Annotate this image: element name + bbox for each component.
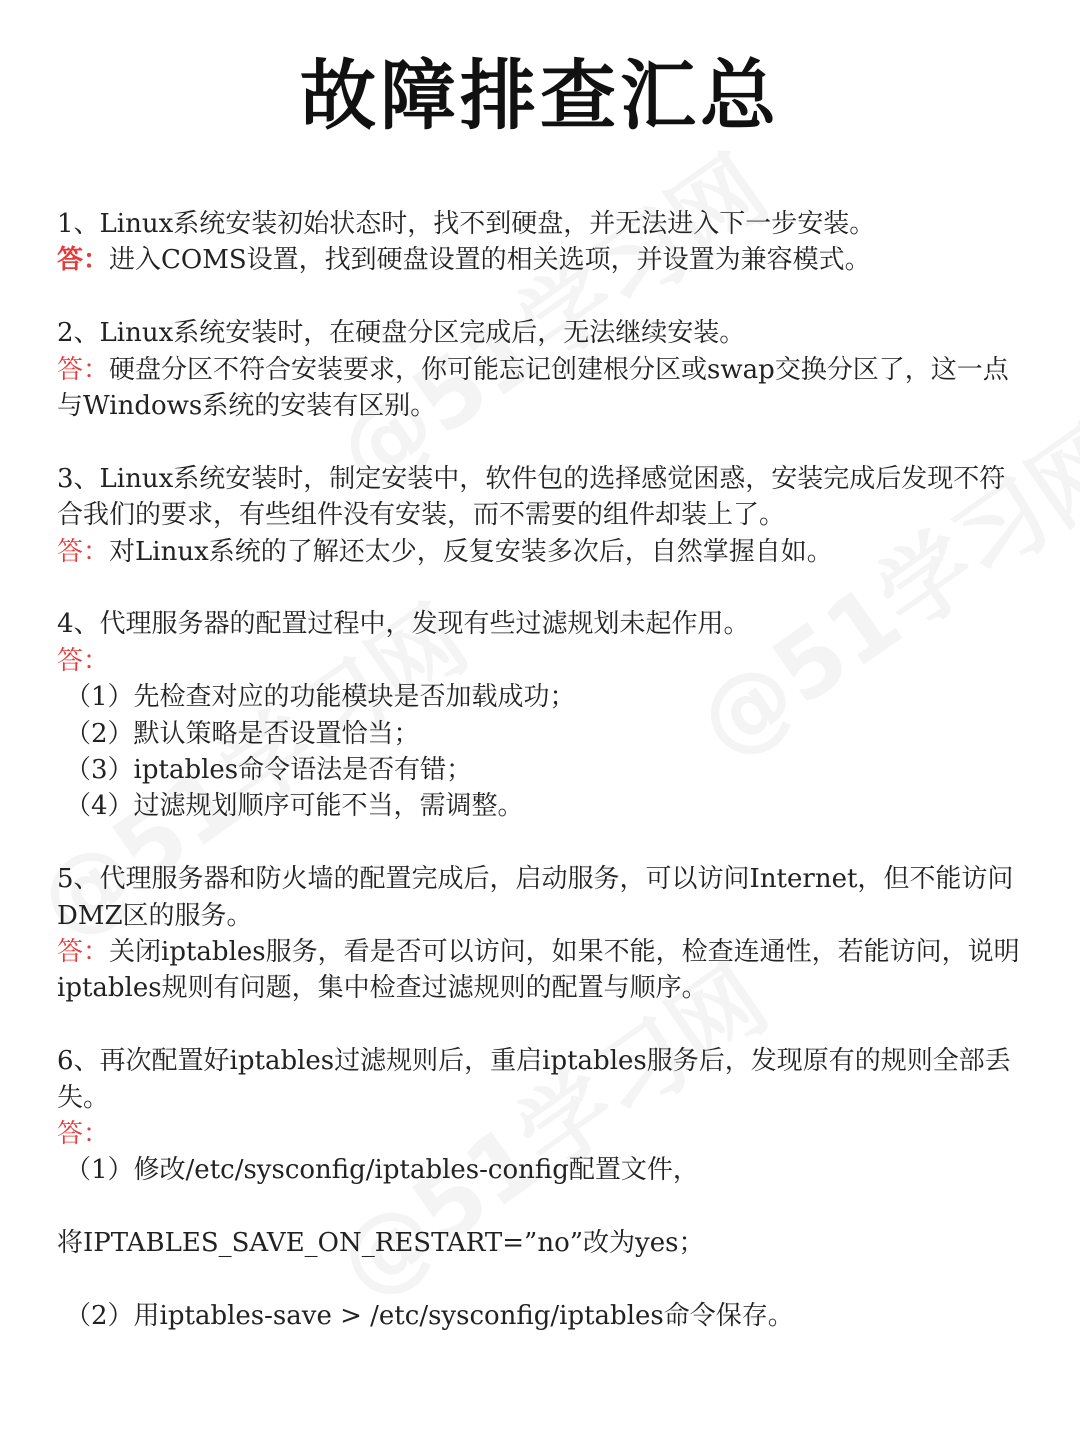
answer-2 — [57, 352, 1027, 425]
faq-item-3 — [57, 461, 1027, 570]
spacer — [57, 1262, 1027, 1298]
answer-6-step-2: （2）用iptables-save > /etc/sysconfig/iptables命令保存。 — [65, 1301, 794, 1332]
answer-4-step-3: （3）iptables命令语法是否有错； — [65, 755, 473, 786]
page-title: 故障排查汇总 — [300, 51, 780, 140]
answer-text: 关闭iptables服务，看是否可以访问，如果不能，检查连通性，若能访问，说明iptables规则有问题，集中检查过滤规则的配置与顺序。 — [57, 937, 1020, 1004]
answer-4-step-2: （2）默认策略是否设置恰当； — [65, 718, 420, 749]
answer-4-step-1: （1）先检查对应的功能模块是否加载成功； — [65, 682, 576, 713]
question-1: 1、Linux系统安装初始状态时，找不到硬盘，并无法进入下一步安装。 — [57, 209, 876, 239]
answer-text: 硬盘分区不符合安装要求，你可能忘记创建根分区或swap交换分区了，这一点与Windows系统的安装有区别。 — [57, 354, 1009, 422]
answer-label: 答： — [57, 354, 110, 385]
answer-text: 进入COMS设置，找到硬盘设置的相关选项，并设置为兼容模式。 — [109, 245, 871, 276]
answer-label: 答： — [57, 1119, 110, 1150]
answer-label: 答： — [57, 937, 110, 968]
faq-item-6 — [57, 1043, 1027, 1334]
answer-6-step-1-cont: 将IPTABLES_SAVE_ON_RESTART=”no”改为yes； — [57, 1228, 705, 1259]
answer-5 — [57, 934, 1027, 1007]
question-2: 2、Linux系统安装时，在硬盘分区完成后，无法继续安装。 — [57, 318, 746, 349]
answer-3 — [57, 534, 1027, 570]
spacer — [57, 1189, 1027, 1225]
question-3: 3、Linux系统安装时，制定安装中，软件包的选择感觉困惑，安装完成后发现不符合我们的要求，有些组件没有安装，而不需要的组件却装上了。 — [57, 463, 1006, 531]
question-5: 5、代理服务器和防火墙的配置完成后，启动服务，可以访问Internet，但不能访问DMZ区的服务。 — [57, 864, 1014, 931]
answer-label: 答： — [57, 645, 110, 676]
faq-list — [57, 206, 1027, 1371]
question-4: 4、代理服务器的配置过程中，发现有些过滤规划未起作用。 — [57, 609, 750, 640]
faq-item-2 — [57, 315, 1027, 424]
question-6: 6、再次配置好iptables过滤规则后，重启iptables服务后，发现原有的规则全部丢失。 — [57, 1046, 1011, 1113]
answer-label: 答： — [57, 245, 110, 276]
answer-text: 对Linux系统的了解还太少，反复安装多次后，自然掌握自如。 — [109, 536, 833, 567]
answer-1 — [57, 242, 1027, 278]
faq-item-5 — [57, 861, 1027, 1007]
answer-6-step-1: （1）修改/etc/sysconfig/iptables-config配置文件， — [65, 1155, 699, 1186]
faq-item-4 — [57, 606, 1027, 824]
answer-label: 答： — [57, 536, 110, 567]
faq-item-1 — [57, 206, 1027, 279]
answer-4-step-4: （4）过滤规划顺序可能不当，需调整。 — [65, 791, 524, 822]
